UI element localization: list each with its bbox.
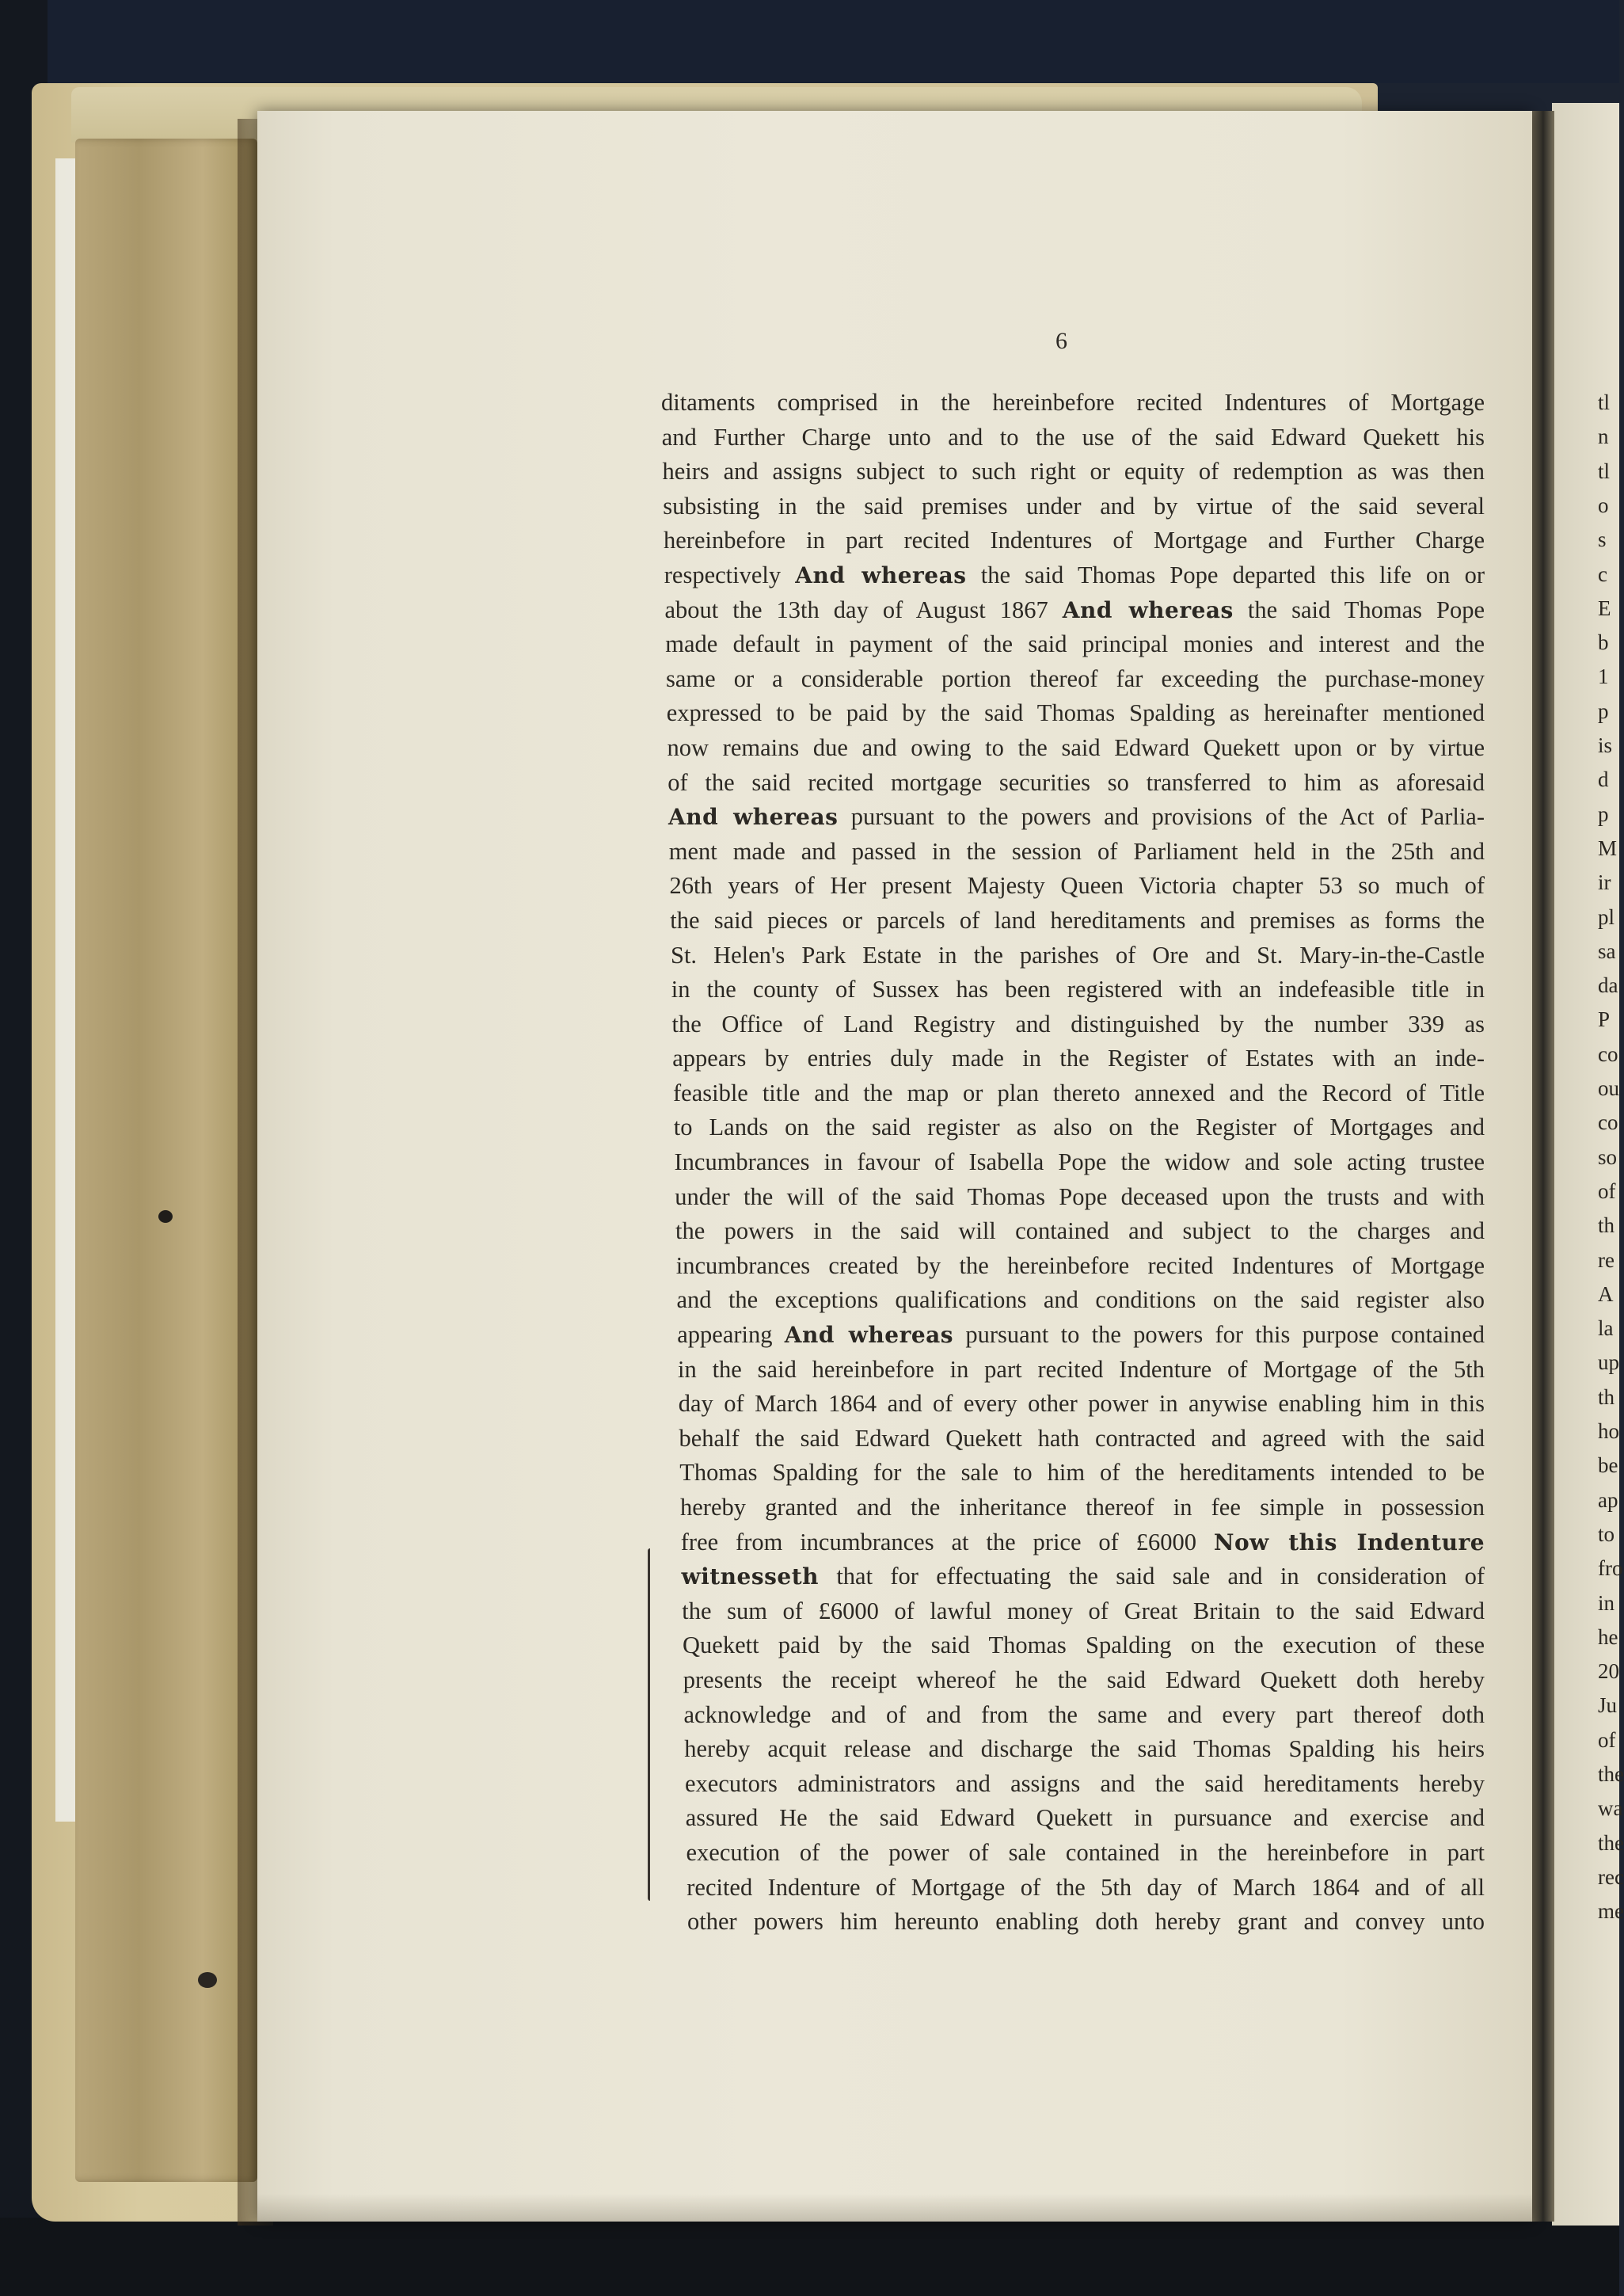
text-run: appearing: [677, 1321, 785, 1349]
opposite-page-fragment: fro: [1598, 1556, 1623, 1581]
body-text: [661, 386, 1485, 1940]
text-line: [671, 973, 1485, 1007]
text-run: and Further Charge unto and to the use of the said Edward Quekett his: [661, 423, 1485, 451]
opposite-page-fragment: A: [1598, 1281, 1614, 1306]
blackletter-phrase: Now this Indenture: [1213, 1529, 1485, 1555]
opposite-page-fragment: s: [1598, 527, 1607, 552]
opposite-page-fragment: he: [1598, 1624, 1618, 1649]
text-line: [664, 558, 1485, 593]
opposite-page-fragment: co: [1598, 1041, 1618, 1066]
text-line: [675, 1180, 1485, 1215]
text-run: made default in payment of the said principal monies and interest and the: [665, 630, 1485, 658]
text-run: feasible title and the map or plan thereto annexed and the Record of Title: [673, 1079, 1485, 1106]
text-run: that for effectuating the said sale and in consideration of: [818, 1563, 1485, 1590]
text-run: free from incumbrances at the price of £6000: [680, 1528, 1214, 1555]
text-line: [684, 1698, 1485, 1733]
blackletter-phrase: witnesseth: [681, 1563, 819, 1590]
text-run: to Lands on the said register as also on the Register of Mortgages and: [673, 1114, 1485, 1141]
text-line: [673, 1076, 1485, 1111]
opposite-page-fragment: the: [1598, 1762, 1624, 1786]
text-line: [686, 1836, 1485, 1871]
opposite-page-fragment: re: [1598, 1247, 1614, 1272]
text-run: the powers in the said will contained and subject to the charges and: [675, 1217, 1485, 1245]
opposite-page-fragment: the: [1598, 1830, 1624, 1855]
blackletter-phrase: And whereas: [784, 1322, 954, 1349]
text-line: [679, 1422, 1485, 1456]
opposite-page-fragment: th: [1598, 1213, 1615, 1238]
text-run: Incumbrances in favour of Isabella Pope the widow and sole acting trustee: [674, 1148, 1485, 1176]
text-run: executors administrators and assigns and the said hereditaments hereby: [685, 1769, 1485, 1797]
opposite-page-fragment: E: [1598, 596, 1611, 620]
text-line: [674, 1110, 1485, 1145]
text-run: hereby acquit release and discharge the said Thomas Spalding his heirs: [684, 1735, 1485, 1763]
text-line: [677, 1283, 1485, 1318]
text-line: [679, 1456, 1485, 1491]
opposite-page-fragment: of: [1598, 1178, 1616, 1203]
text-line: [671, 939, 1485, 973]
blackletter-phrase: And whereas: [795, 562, 967, 588]
text-run: under the will of the said Thomas Pope deceased upon the trusts and with: [675, 1182, 1485, 1210]
text-run: execution of the power of sale contained in the hereinbefore in part: [686, 1838, 1485, 1866]
text-line: [683, 1663, 1485, 1698]
opposite-page-fragment: ou: [1598, 1076, 1619, 1100]
text-line: [672, 1007, 1485, 1042]
text-line: [666, 662, 1485, 697]
margin-pencil-bracket: [648, 1548, 656, 1901]
blackletter-phrase: And whereas: [668, 804, 839, 831]
opposite-page-fragment: co: [1598, 1110, 1618, 1135]
ink-spot: [198, 1972, 217, 1988]
opposite-page-fragment: da: [1598, 973, 1618, 998]
text-line: [667, 731, 1485, 766]
opposite-page-fragment: ir: [1598, 870, 1611, 895]
text-line: [682, 1559, 1485, 1594]
text-run: assured He the said Edward Quekett in pursuance and exercise and: [685, 1804, 1485, 1832]
opposite-page-fragment: b: [1598, 630, 1609, 655]
text-run: day of March 1864 and of every other power in anywise enabling him in this: [678, 1390, 1485, 1418]
text-run: same or a considerable portion thereof far exceeding the purchase-money: [666, 664, 1485, 692]
text-run: hereby granted and the inheritance thereof in fee simple in possession: [680, 1494, 1485, 1521]
page-number: 6: [1055, 328, 1067, 354]
opposite-page-fragment: tl: [1598, 459, 1611, 483]
opposite-page-fragment: la: [1598, 1316, 1614, 1341]
page-bottom-shadow: [257, 2194, 1532, 2222]
text-line: [677, 1318, 1485, 1353]
text-run: Thomas Spalding for the sale to him of the hereditaments intended to be: [679, 1459, 1485, 1487]
text-line: [665, 627, 1485, 662]
text-line: [668, 800, 1485, 835]
text-line: [686, 1871, 1485, 1906]
text-run: of the said recited mortgage securities so transferred to him as aforesaid: [667, 768, 1485, 796]
text-line: [663, 489, 1485, 524]
text-run: Quekett paid by the said Thomas Spalding on the execution of these: [683, 1632, 1485, 1659]
text-line: [675, 1145, 1485, 1180]
text-line: [669, 835, 1485, 870]
text-line: [670, 904, 1485, 939]
text-line: [686, 1801, 1485, 1836]
text-run: now remains due and owing to the said Edward Quekett upon or by virtue: [667, 733, 1485, 761]
text-run: the said Thomas Pope departed this life on or: [966, 561, 1485, 588]
text-run: presents the receipt whereof he the said Edward Quekett doth hereby: [683, 1666, 1485, 1693]
text-line: [681, 1525, 1485, 1560]
text-line: [665, 593, 1485, 628]
opposite-page-fragment: tl: [1598, 390, 1611, 414]
text-run: expressed to be paid by the said Thomas Spalding as hereinafter mentioned: [666, 699, 1485, 727]
opposite-page-fragment: n: [1598, 425, 1609, 449]
text-line: [679, 1387, 1485, 1422]
opposite-page-fragment: pl: [1598, 904, 1615, 929]
opposite-page-fragment: in: [1598, 1590, 1615, 1615]
text-run: respectively: [664, 561, 796, 588]
text-run: the said pieces or parcels of land hereditaments and premises as forms the: [670, 906, 1485, 934]
opposite-page-fragment: so: [1598, 1144, 1618, 1169]
opposite-page-fragment: p: [1598, 802, 1609, 826]
text-run: ment made and passed in the session of Parliament held in the 25th and: [668, 837, 1485, 865]
text-run: in the county of Sussex has been registered with an indefeasible title in: [671, 976, 1485, 1003]
opposite-page-fragment: ho: [1598, 1419, 1619, 1443]
background-table-top: [0, 0, 1619, 83]
opposite-page-fragment: 1: [1598, 664, 1609, 689]
worn-leaf-edge: [75, 139, 257, 2182]
opposite-page-fragment: is: [1598, 733, 1613, 757]
text-line: [682, 1594, 1485, 1629]
text-run: hereinbefore in part recited Indentures of Mortgage and Further Charge: [664, 527, 1485, 554]
text-line: [667, 696, 1485, 731]
text-line: [664, 524, 1485, 558]
text-run: pursuant to the powers and provisions of the Act of Parlia-: [838, 803, 1485, 831]
opposite-page-fragment: 20: [1598, 1659, 1619, 1684]
opposite-page-fragment: of: [1598, 1727, 1616, 1752]
opposite-page-fragment: wa: [1598, 1796, 1623, 1821]
text-run: the sum of £6000 of lawful money of Great Britain to the said Edward: [682, 1597, 1485, 1624]
background-table-bottom: [0, 2218, 1619, 2296]
text-line: [663, 455, 1485, 489]
text-line: [667, 766, 1485, 801]
book-gutter: [1532, 111, 1554, 2222]
text-line: [675, 1214, 1485, 1249]
text-line: [661, 386, 1485, 421]
text-run: St. Helen's Park Estate in the parishes of Ore and St. Mary-in-the-Castle: [671, 941, 1485, 969]
text-line: [678, 1353, 1485, 1388]
opposite-page-fragment: p: [1598, 699, 1609, 723]
text-run: in the said hereinbefore in part recited Indenture of Mortgage of the 5th: [678, 1355, 1485, 1383]
text-run: recited Indenture of Mortgage of the 5th day of March 1864 and of all: [686, 1873, 1485, 1901]
opposite-page-fragment: me: [1598, 1899, 1624, 1924]
text-run: appears by entries duly made in the Register of Estates with an inde-: [672, 1045, 1485, 1072]
text-run: behalf the said Edward Quekett hath contracted and agreed with the said: [679, 1424, 1485, 1452]
text-run: 26th years of Her present Majesty Queen Victoria chapter 53 so much of: [669, 872, 1485, 900]
text-run: subsisting in the said premises under and by virtue of the said several: [663, 492, 1485, 520]
text-line: [670, 869, 1485, 904]
opposite-page-fragment: c: [1598, 562, 1607, 586]
text-line: [672, 1041, 1485, 1076]
text-run: the said Thomas Pope: [1233, 596, 1485, 623]
opposite-page-fragment: ap: [1598, 1487, 1618, 1512]
text-line: [680, 1491, 1485, 1525]
opposite-page-fragment: o: [1598, 493, 1609, 517]
text-line: [687, 1905, 1485, 1940]
text-line: [676, 1249, 1485, 1284]
text-run: acknowledge and of and from the same and every part thereof doth: [683, 1700, 1485, 1728]
text-line: [683, 1628, 1485, 1663]
text-line: [685, 1767, 1485, 1802]
opposite-page-fragment: Ju: [1598, 1693, 1618, 1718]
ink-spot: [158, 1210, 173, 1223]
text-run: heirs and assigns subject to such right or equity of redemption as was then: [662, 458, 1485, 485]
opposite-page-fragment: M: [1598, 836, 1618, 860]
opposite-page-fragment: rec: [1598, 1864, 1624, 1889]
text-run: pursuant to the powers for this purpose contained: [953, 1321, 1485, 1349]
opposite-page-fragment: up: [1598, 1350, 1619, 1375]
text-run: about the 13th day of August 1867: [664, 596, 1063, 623]
text-run: the Office of Land Registry and distinguished by the number 339 as: [671, 1010, 1485, 1038]
blackletter-phrase: And whereas: [1062, 596, 1234, 623]
text-run: and the exceptions qualifications and conditions on the said register also: [676, 1286, 1485, 1314]
text-line: [684, 1732, 1485, 1767]
opposite-page-fragment: sa: [1598, 939, 1616, 963]
opposite-page-fragment: to: [1598, 1521, 1615, 1546]
text-run: ditaments comprised in the hereinbefore recited Indentures of Mortgage: [661, 389, 1485, 416]
opposite-page-fragment: d: [1598, 767, 1609, 792]
text-run: incumbrances created by the hereinbefore recited Indentures of Mortgage: [675, 1251, 1485, 1279]
text-run: other powers him hereunto enabling doth hereby grant and convey unto: [687, 1908, 1485, 1936]
opposite-page-fragment: th: [1598, 1384, 1615, 1409]
opposite-page-fragment: P: [1598, 1007, 1611, 1032]
opposite-page-fragment: be: [1598, 1453, 1618, 1478]
text-line: [662, 421, 1485, 455]
